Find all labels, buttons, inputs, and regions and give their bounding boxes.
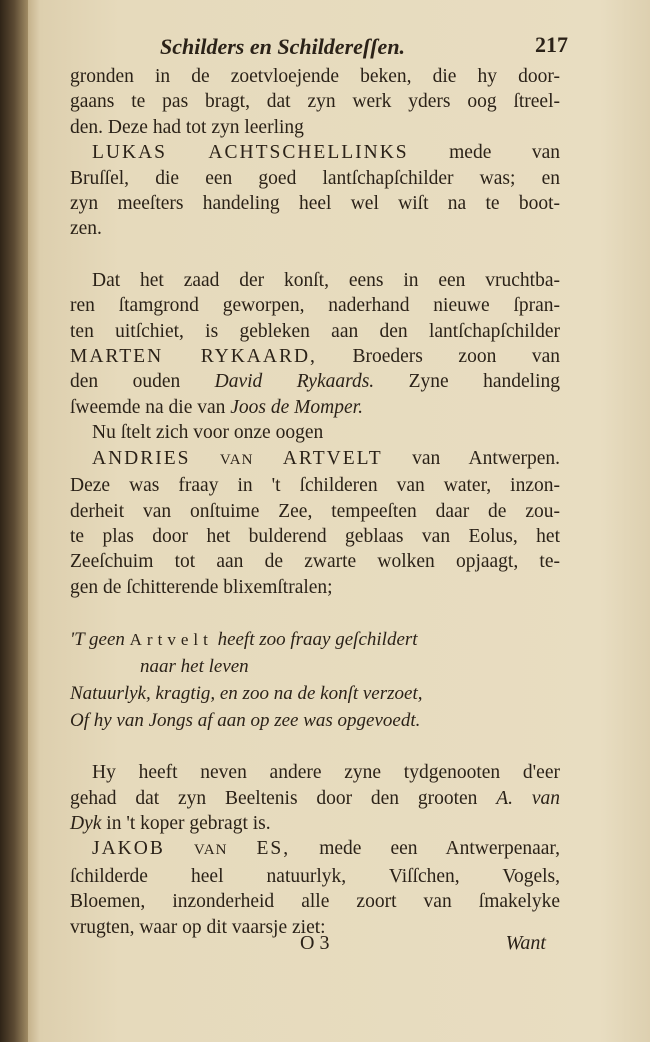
paragraph-gap bbox=[70, 600, 560, 626]
painter-name: ARTVELT bbox=[282, 447, 383, 469]
page-header bbox=[70, 30, 568, 64]
text-line bbox=[70, 811, 560, 836]
text-line: zen. bbox=[70, 218, 102, 240]
running-title: Schilders en Schildereſſen. bbox=[160, 34, 406, 59]
text-line: gen de ſchitterende blixemſtralen; bbox=[70, 576, 333, 598]
name-particle: VAN bbox=[193, 842, 228, 859]
paragraph-gap bbox=[70, 734, 560, 760]
text-line: ren ſtamgrond geworpen, naderhand nieuwe ſpran- bbox=[70, 295, 560, 317]
text-line: ſchilderde heel natuurlyk, Viſſchen, Vogels, bbox=[70, 865, 560, 887]
text-fragment: heeft zoo fraay geſchildert bbox=[217, 629, 418, 651]
text-line: gaans te pas bragt, dat zyn werk yders oog ſtreel- bbox=[70, 91, 560, 113]
italic-fragment: A. van bbox=[496, 787, 560, 809]
text-fragment: mede van bbox=[449, 142, 560, 164]
text-line: Dat het zaad der konſt, eens in een vruchtba- bbox=[92, 269, 560, 291]
text-line bbox=[70, 395, 560, 420]
verse-line: Of hy van Jongs af aan op zee was opgevoedt. bbox=[70, 710, 421, 732]
italic-fragment: David Rykaards. bbox=[214, 371, 375, 393]
painter-name: Artvelt bbox=[129, 630, 213, 650]
italic-fragment: Dyk bbox=[70, 812, 102, 834]
verse-line bbox=[70, 626, 560, 653]
painter-name: LUKAS ACHTSCHELLINKS bbox=[92, 142, 409, 164]
text-fragment: Broeders zoon van bbox=[352, 346, 561, 368]
text-line: Hy heeft neven andere zyne tydgenooten d'eer bbox=[92, 762, 560, 784]
verse-line: Natuurlyk, kragtig, en zoo na de konſt verzoet, bbox=[70, 683, 423, 705]
text-fragment: in 't koper gebragt is. bbox=[106, 812, 271, 834]
text-line: gronden in de zoetvloejende beken, die hy door- bbox=[70, 66, 560, 87]
text-line: Bruſſel, die een goed lantſchapſchilder was; en bbox=[70, 167, 560, 189]
text-fragment: mede een Antwerpenaar, bbox=[319, 838, 561, 860]
text-line: Nu ſtelt zich voor onze oogen bbox=[92, 422, 324, 444]
painter-name: MARTEN RYKAARD, bbox=[70, 346, 317, 368]
painter-name: JAKOB bbox=[92, 838, 165, 860]
name-line bbox=[70, 836, 560, 863]
signature-mark: O 3 bbox=[300, 932, 330, 954]
name-line bbox=[70, 140, 560, 165]
page-number: 217 bbox=[535, 32, 568, 57]
verse-line bbox=[70, 653, 560, 680]
text-line: Deze was fraay in 't ſchilderen van water, inzon- bbox=[70, 475, 560, 497]
painter-name: ANDRIES bbox=[92, 447, 191, 469]
page-text-block bbox=[70, 30, 568, 940]
text-line: te plas door het bulderend geblaas van Eolus, het bbox=[70, 525, 560, 547]
text-line: den. Deze had tot zyn leerling bbox=[70, 116, 304, 138]
text-line: Zeeſchuim tot aan de zwarte wolken opjaagt, te- bbox=[70, 551, 560, 573]
text-line: ten uitſchiet, is gebleken aan den lantſchapſchilder bbox=[70, 320, 560, 342]
text-fragment: naar het leven bbox=[140, 656, 249, 678]
text-fragment: van Antwerpen. bbox=[412, 447, 561, 469]
painter-name: ES, bbox=[256, 838, 291, 860]
italic-fragment: Joos de Momper. bbox=[230, 396, 363, 418]
text-line: Bloemen, inzonderheid alle zoort van ſmakelyke bbox=[70, 891, 560, 913]
text-fragment: 'T geen bbox=[70, 629, 125, 651]
text-fragment: ſweemde na die van bbox=[70, 396, 226, 418]
text-line bbox=[70, 786, 560, 811]
text-fragment: gehad dat zyn Beeltenis door den grooten bbox=[70, 787, 478, 809]
paragraph-gap bbox=[70, 242, 560, 268]
text-line: derheit van onſtuime Zee, tempeeſten daar de zou- bbox=[70, 500, 560, 522]
book-gutter bbox=[0, 0, 28, 1042]
text-line: zyn meeſters handeling heel wel wiſt na te boot- bbox=[70, 193, 560, 215]
text-fragment: den ouden bbox=[70, 371, 181, 393]
name-particle: VAN bbox=[219, 451, 254, 468]
verse-block bbox=[70, 626, 560, 734]
text-line: vrugten, waar op dit vaarsje ziet: bbox=[70, 916, 326, 938]
catchword: Want bbox=[505, 932, 546, 954]
name-line bbox=[70, 344, 560, 369]
text-fragment: Zyne handeling bbox=[408, 371, 560, 393]
text-line bbox=[70, 369, 560, 394]
name-line bbox=[70, 446, 560, 473]
